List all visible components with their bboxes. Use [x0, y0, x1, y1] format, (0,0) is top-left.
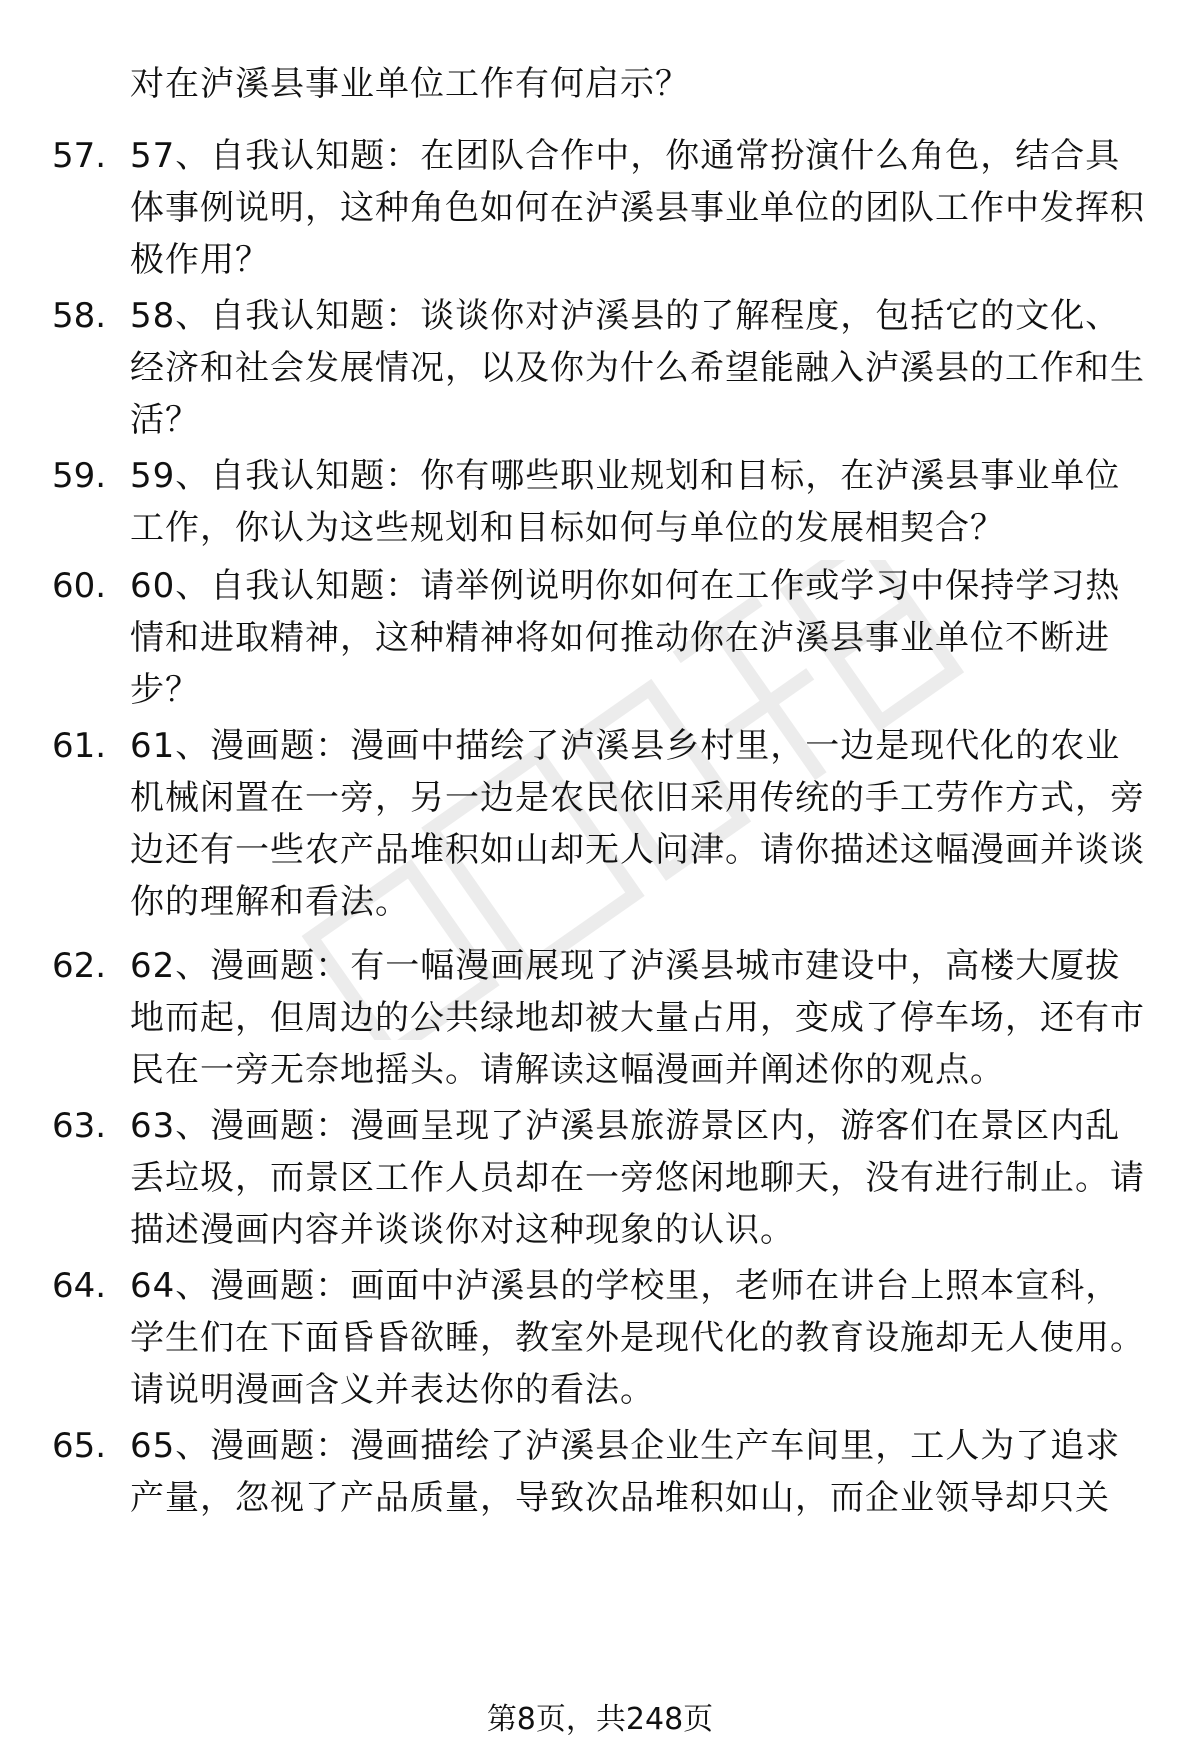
question-number: 62.: [52, 946, 107, 986]
question-number: 58.: [52, 296, 107, 336]
question-text: 64、漫画题：画面中泸溪县的学校里，老师在讲台上照本宣科，学生们在下面昏昏欲睡，教室外是现代化的教育设施却无人使用。请说明漫画含义并表达你的看法。: [130, 1266, 1145, 1410]
question-text: 57、自我认知题：在团队合作中，你通常扮演什么角色，结合具体事例说明，这种角色如何在泸溪县事业单位的团队工作中发挥积极作用？: [130, 136, 1145, 280]
question-text: 65、漫画题：漫画描绘了泸溪县企业生产车间里，工人为了追求产量，忽视了产品质量，导致次品堆积如山，而企业领导却只关: [130, 1426, 1121, 1518]
question-text: 59、自我认知题：你有哪些职业规划和目标，在泸溪县事业单位工作，你认为这些规划和目标如何与单位的发展相契合？: [130, 456, 1121, 548]
question-text: 62、漫画题：有一幅漫画展现了泸溪县城市建设中，高楼大厦拔地而起，但周边的公共绿地却被大量占用，变成了停车场，还有市民在一旁无奈地摇头。请解读这幅漫画并阐述你的观点。: [130, 946, 1145, 1090]
question-text: 58、自我认知题：谈谈你对泸溪县的了解程度，包括它的文化、经济和社会发展情况，以及你为什么希望能融入泸溪县的工作和生活？: [130, 296, 1145, 440]
page-footer: 第8页，共248页: [486, 1702, 714, 1737]
question-number: 59.: [52, 456, 107, 496]
question-text: 60、自我认知题：请举例说明你如何在工作或学习中保持学习热情和进取精神，这种精神将如何推动你在泸溪县事业单位不断进步？: [130, 566, 1121, 710]
question-number: 64.: [52, 1266, 107, 1306]
question-number: 60.: [52, 566, 107, 606]
question-number: 57.: [52, 136, 107, 176]
question-text: 61、漫画题：漫画中描绘了泸溪县乡村里，一边是现代化的农业机械闲置在一旁，另一边是农民依旧采用传统的手工劳作方式，旁边还有一些农产品堆积如山却无人问津。请你描述这幅漫画并谈谈你的理解和看法。: [130, 726, 1145, 922]
question-number: 65.: [52, 1426, 107, 1466]
continuation-text: 对在泸溪县事业单位工作有何启示？: [130, 64, 690, 104]
question-number: 63.: [52, 1106, 107, 1146]
question-number: 61.: [52, 726, 107, 766]
question-text: 63、漫画题：漫画呈现了泸溪县旅游景区内，游客们在景区内乱丢垃圾，而景区工作人员却在一旁悠闲地聊天，没有进行制止。请描述漫画内容并谈谈你对这种现象的认识。: [130, 1106, 1145, 1250]
